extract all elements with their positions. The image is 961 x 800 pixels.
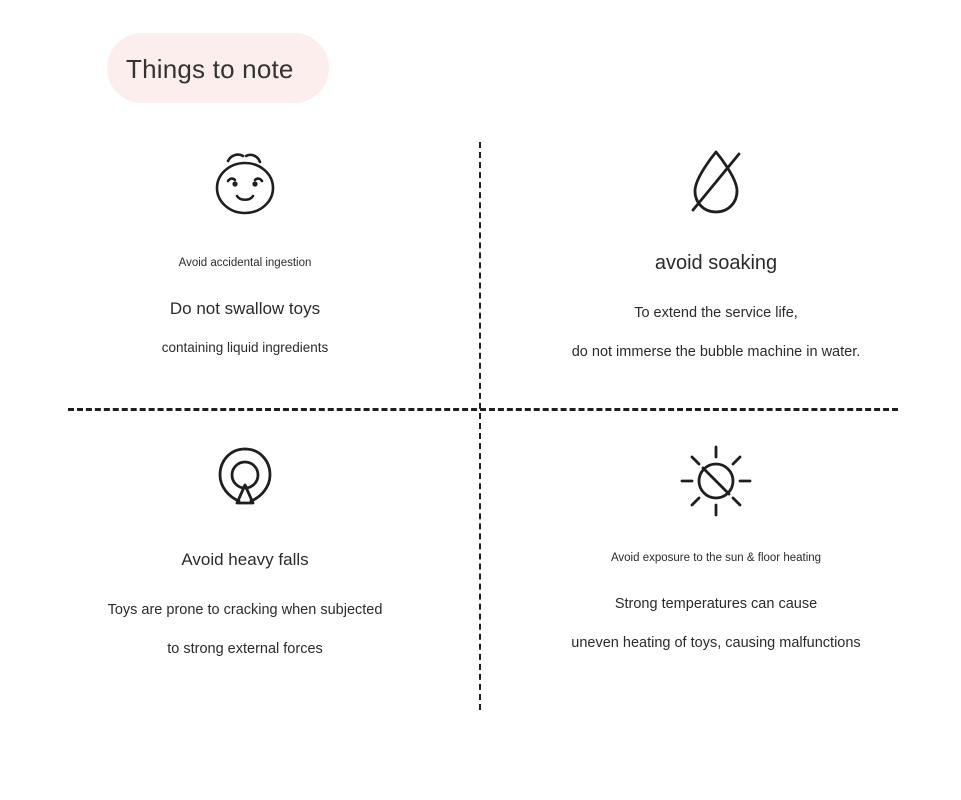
note-line-1: Strong temperatures can cause <box>614 596 818 612</box>
note-cell-avoid-soaking <box>481 138 951 363</box>
note-caption: Avoid exposure to the sun & floor heating <box>610 552 822 564</box>
note-line-2: uneven heating of toys, causing malfunctions <box>571 635 861 651</box>
water-drop-crossed-icon <box>481 138 951 230</box>
sun-crossed-icon <box>481 435 951 527</box>
note-caption: Avoid heavy falls <box>181 550 309 569</box>
fragile-drop-icon <box>10 435 480 527</box>
notes-grid <box>0 130 961 730</box>
note-cell-avoid-ingestion <box>10 138 480 359</box>
page-title: Things to note <box>126 54 294 84</box>
note-line-1: Do not swallow toys <box>169 299 321 318</box>
note-caption: avoid soaking <box>654 252 778 274</box>
note-line-2: to strong external forces <box>167 641 323 657</box>
baby-face-icon <box>10 138 480 230</box>
note-line-1: Toys are prone to cracking when subjected <box>107 602 383 618</box>
note-cell-avoid-heavy-falls <box>10 435 480 660</box>
note-line-2: do not immerse the bubble machine in water. <box>571 344 861 360</box>
note-caption: Avoid accidental ingestion <box>178 257 312 269</box>
note-line-1: To extend the service life, <box>634 305 798 321</box>
note-cell-avoid-sun-heat <box>481 435 951 654</box>
note-line-2: containing liquid ingredients <box>161 340 329 355</box>
